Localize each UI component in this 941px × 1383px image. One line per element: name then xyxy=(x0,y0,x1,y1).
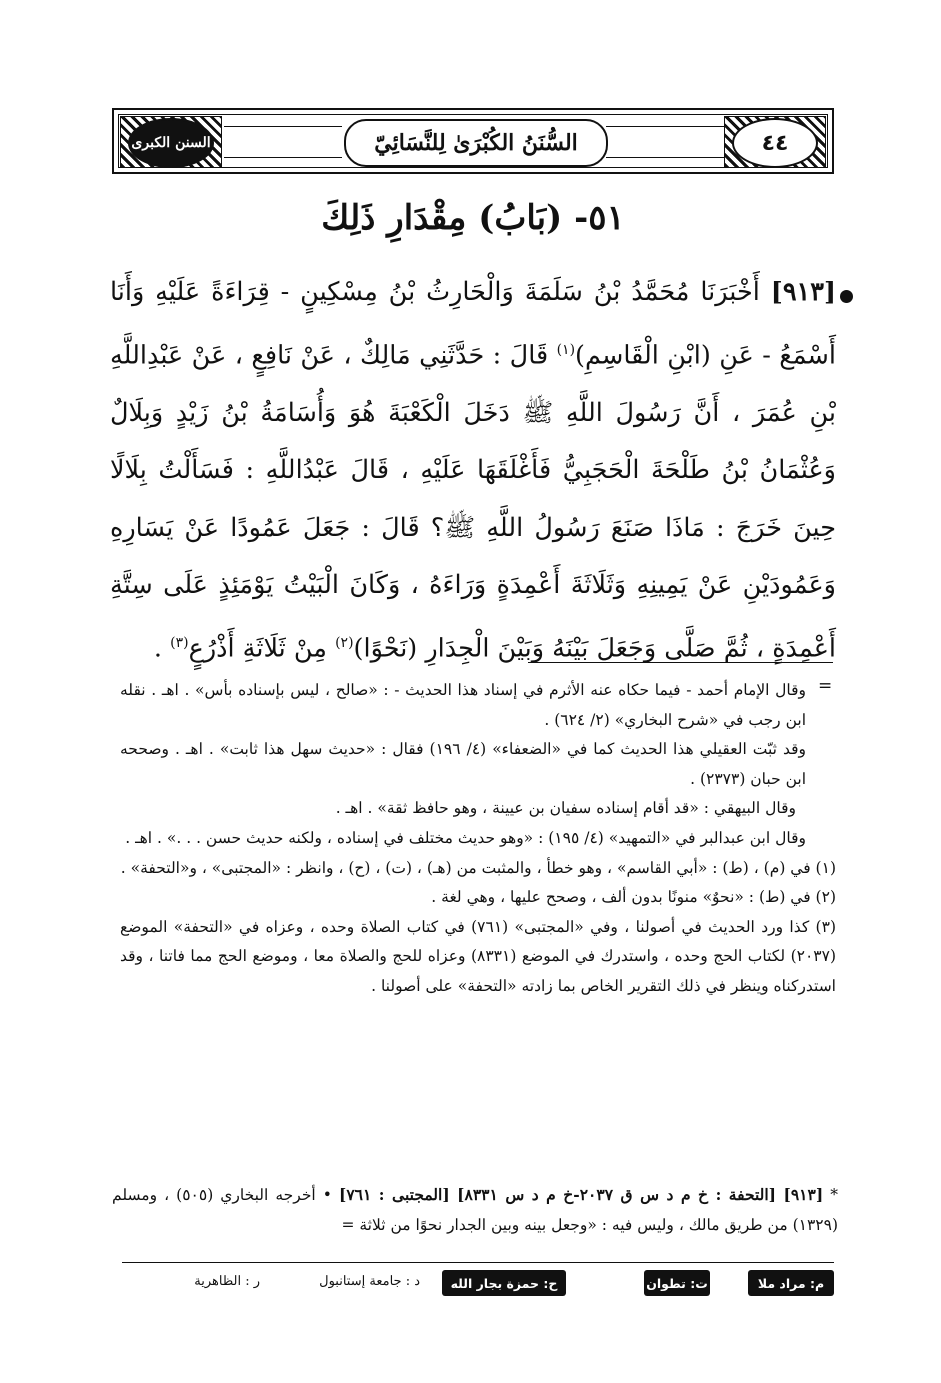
manuscript-sources xyxy=(122,1268,834,1302)
footnote-divider xyxy=(528,662,833,663)
hadith-bullet-icon xyxy=(840,290,853,303)
source-h: ح: حمزة بجار الله xyxy=(442,1270,566,1296)
hadith-lead: أَخْبَرَنَا xyxy=(700,277,760,307)
book-logo: السنن الكبرى xyxy=(128,118,214,168)
source-r: ر : الظاهرية xyxy=(194,1274,260,1289)
hadith-text-part-1: مُحَمَّدُ بْنُ سَلَمَةَ وَالْحَارِثُ بْنُ مِسْكِينٍ - قِرَاءَةً عَلَيْهِ وَأَنَا أَسْمَعُ - عَنِ (ابْنِ الْقَاسِمِ) xyxy=(110,277,837,370)
banner-band-right xyxy=(606,126,724,158)
footnote-ref-3: (٣) xyxy=(170,634,189,651)
takhrij xyxy=(112,1180,838,1240)
takhrij-star-icon: * xyxy=(830,1186,838,1204)
hadith-number: [٩١٣] xyxy=(770,277,837,307)
source-t: ت: تطوان xyxy=(644,1270,710,1296)
footnote-ref-2: (٢) xyxy=(335,634,354,651)
footnote-paragraph: وقد ثبّت العقيلي هذا الحديث كما في «الضعفاء» (٤/ ١٩٦) فقال : «حديث سهل هذا ثابت» . اهـ . وصححه ابن حبان (٢٣٧٣) . xyxy=(120,740,806,788)
takhrij-text: أخرجه البخاري (٥٠٥) ، ومسلم (١٣٢٩) من طريق مالك ، وليس فيه : «وجعل بينه وبين الجدار نحوًا من ثلاثة xyxy=(112,1186,838,1234)
takhrij-dot-icon: • xyxy=(322,1186,332,1204)
hadith-text xyxy=(110,264,836,678)
footnote-paragraph: وقال البيهقي : «قد أقام إسناده سفيان بن عيينة ، وهو حافظ ثقة» . اهـ . xyxy=(335,799,796,818)
footnote-continuation-mark: = xyxy=(818,676,833,696)
footnote-paragraph: وقال الإمام أحمد - فيما حكاه عنه الأثرم في إسناد هذا الحديث - : «صالح ، ليس بإسناده بأس» . اهـ . نقله ابن رجب في «شرح البخاري» (٢/ ٦٢٤) . xyxy=(120,681,806,729)
footnotes xyxy=(120,676,836,1002)
takhrij-continuation-mark: = xyxy=(341,1216,355,1234)
book-title: السُّنَنُ الكُبْرَىٰ لِلنَّسَائِيّ xyxy=(344,119,608,167)
footnote-2: (٢) في (ط) : «نحوٌ» منونًا بدون ألف ، وصحح عليها ، وهي لغة . xyxy=(431,888,836,907)
source-m: م: مراد ملا xyxy=(748,1270,834,1296)
hadith-text-part-3: مِنْ ثَلَاثَةِ أَذْرُعٍ xyxy=(188,633,327,663)
hadith-text-end: . xyxy=(153,633,163,663)
chapter-title: ٥١- (بَابُ) مِقْدَارِ ذَلِكَ xyxy=(321,198,625,238)
sources-divider xyxy=(122,1262,834,1263)
page-header-banner xyxy=(112,108,834,174)
footnote-3: (٣) كذا ورد الحديث في أصولنا ، وفي «المجتبى» (٧٦١) في كتاب الصلاة وحده ، وعزاه في «التحفة» الموضع (٢٠٣٧) لكتاب الحج وحده ، واستدرك في الموضع (٨٣٣١) وعزاه للحج والصلاة معا ، وموضع الحج مما فاتنا ، وقد استدركناه وينظر في ذلك التقرير الخاص بما زادته «التحفة» على أصولنا . xyxy=(120,917,836,995)
page-number: ٤٤ xyxy=(732,118,818,168)
footnote-1: (١) في (م) ، (ط) : «أبي القاسم» ، وهو خطأ ، والمثبت من (هـ) ، (ت) ، (ح) ، وانظر : «المجتبى» ، و«التحفة» . xyxy=(120,858,836,877)
banner-band-left xyxy=(224,126,342,158)
footnote-ref-1: (١) xyxy=(556,341,576,358)
source-d: د : جامعة إستانبول xyxy=(319,1274,420,1289)
footnote-paragraph: وقال ابن عبدالبر في «التمهيد» (٤/ ١٩٥) : «وهو حديث مختلف في إسناده ، ولكنه حديث حسن . . .» . اهـ . xyxy=(125,828,806,847)
hadith-text-part-2: قَالَ : حَدَّثَنِي مَالِكٌ ، عَنْ نَافِعٍ ، عَنْ عَبْدِاللَّهِ بْنِ عُمَرَ ، أَنَّ رَسُولَ اللَّهِ ﷺ دَخَلَ الْكَعْبَةَ هُوَ وَأُسَامَةُ بْنُ زَيْدٍ وَبِلَالٌ وَعُثْمَانُ بْنُ طَلْحَةَ الْحَجَبِيُّ فَأَغْلَقَهَا عَلَيْهِ ، قَالَ عَبْدُاللَّهِ : فَسَأَلْتُ بِلَالًا حِينَ خَرَجَ : مَاذَا صَنَعَ رَسُولُ اللَّهِ ﷺ؟ قَالَ : جَعَلَ عَمُودًا عَنْ يَسَارِهِ وَعَمُودَيْنِ عَنْ يَمِينِهِ وَثَلَاثَةَ أَعْمِدَةٍ وَرَاءَهُ ، وَكَانَ الْبَيْتُ يَوْمَئِذٍ عَلَى سِتَّةِ أَعْمِدَةٍ ، ثُمَّ صَلَّى وَجَعَلَ بَيْنَهُ وَبَيْنَ الْجِدَارِ (نَحْوًا) xyxy=(110,340,836,663)
takhrij-reference: [٩١٣] [التحفة : خ م د س ق ٢٠٣٧-خ م د س ٨٣٣١] [المجتبى : ٧٦١] xyxy=(338,1185,824,1204)
